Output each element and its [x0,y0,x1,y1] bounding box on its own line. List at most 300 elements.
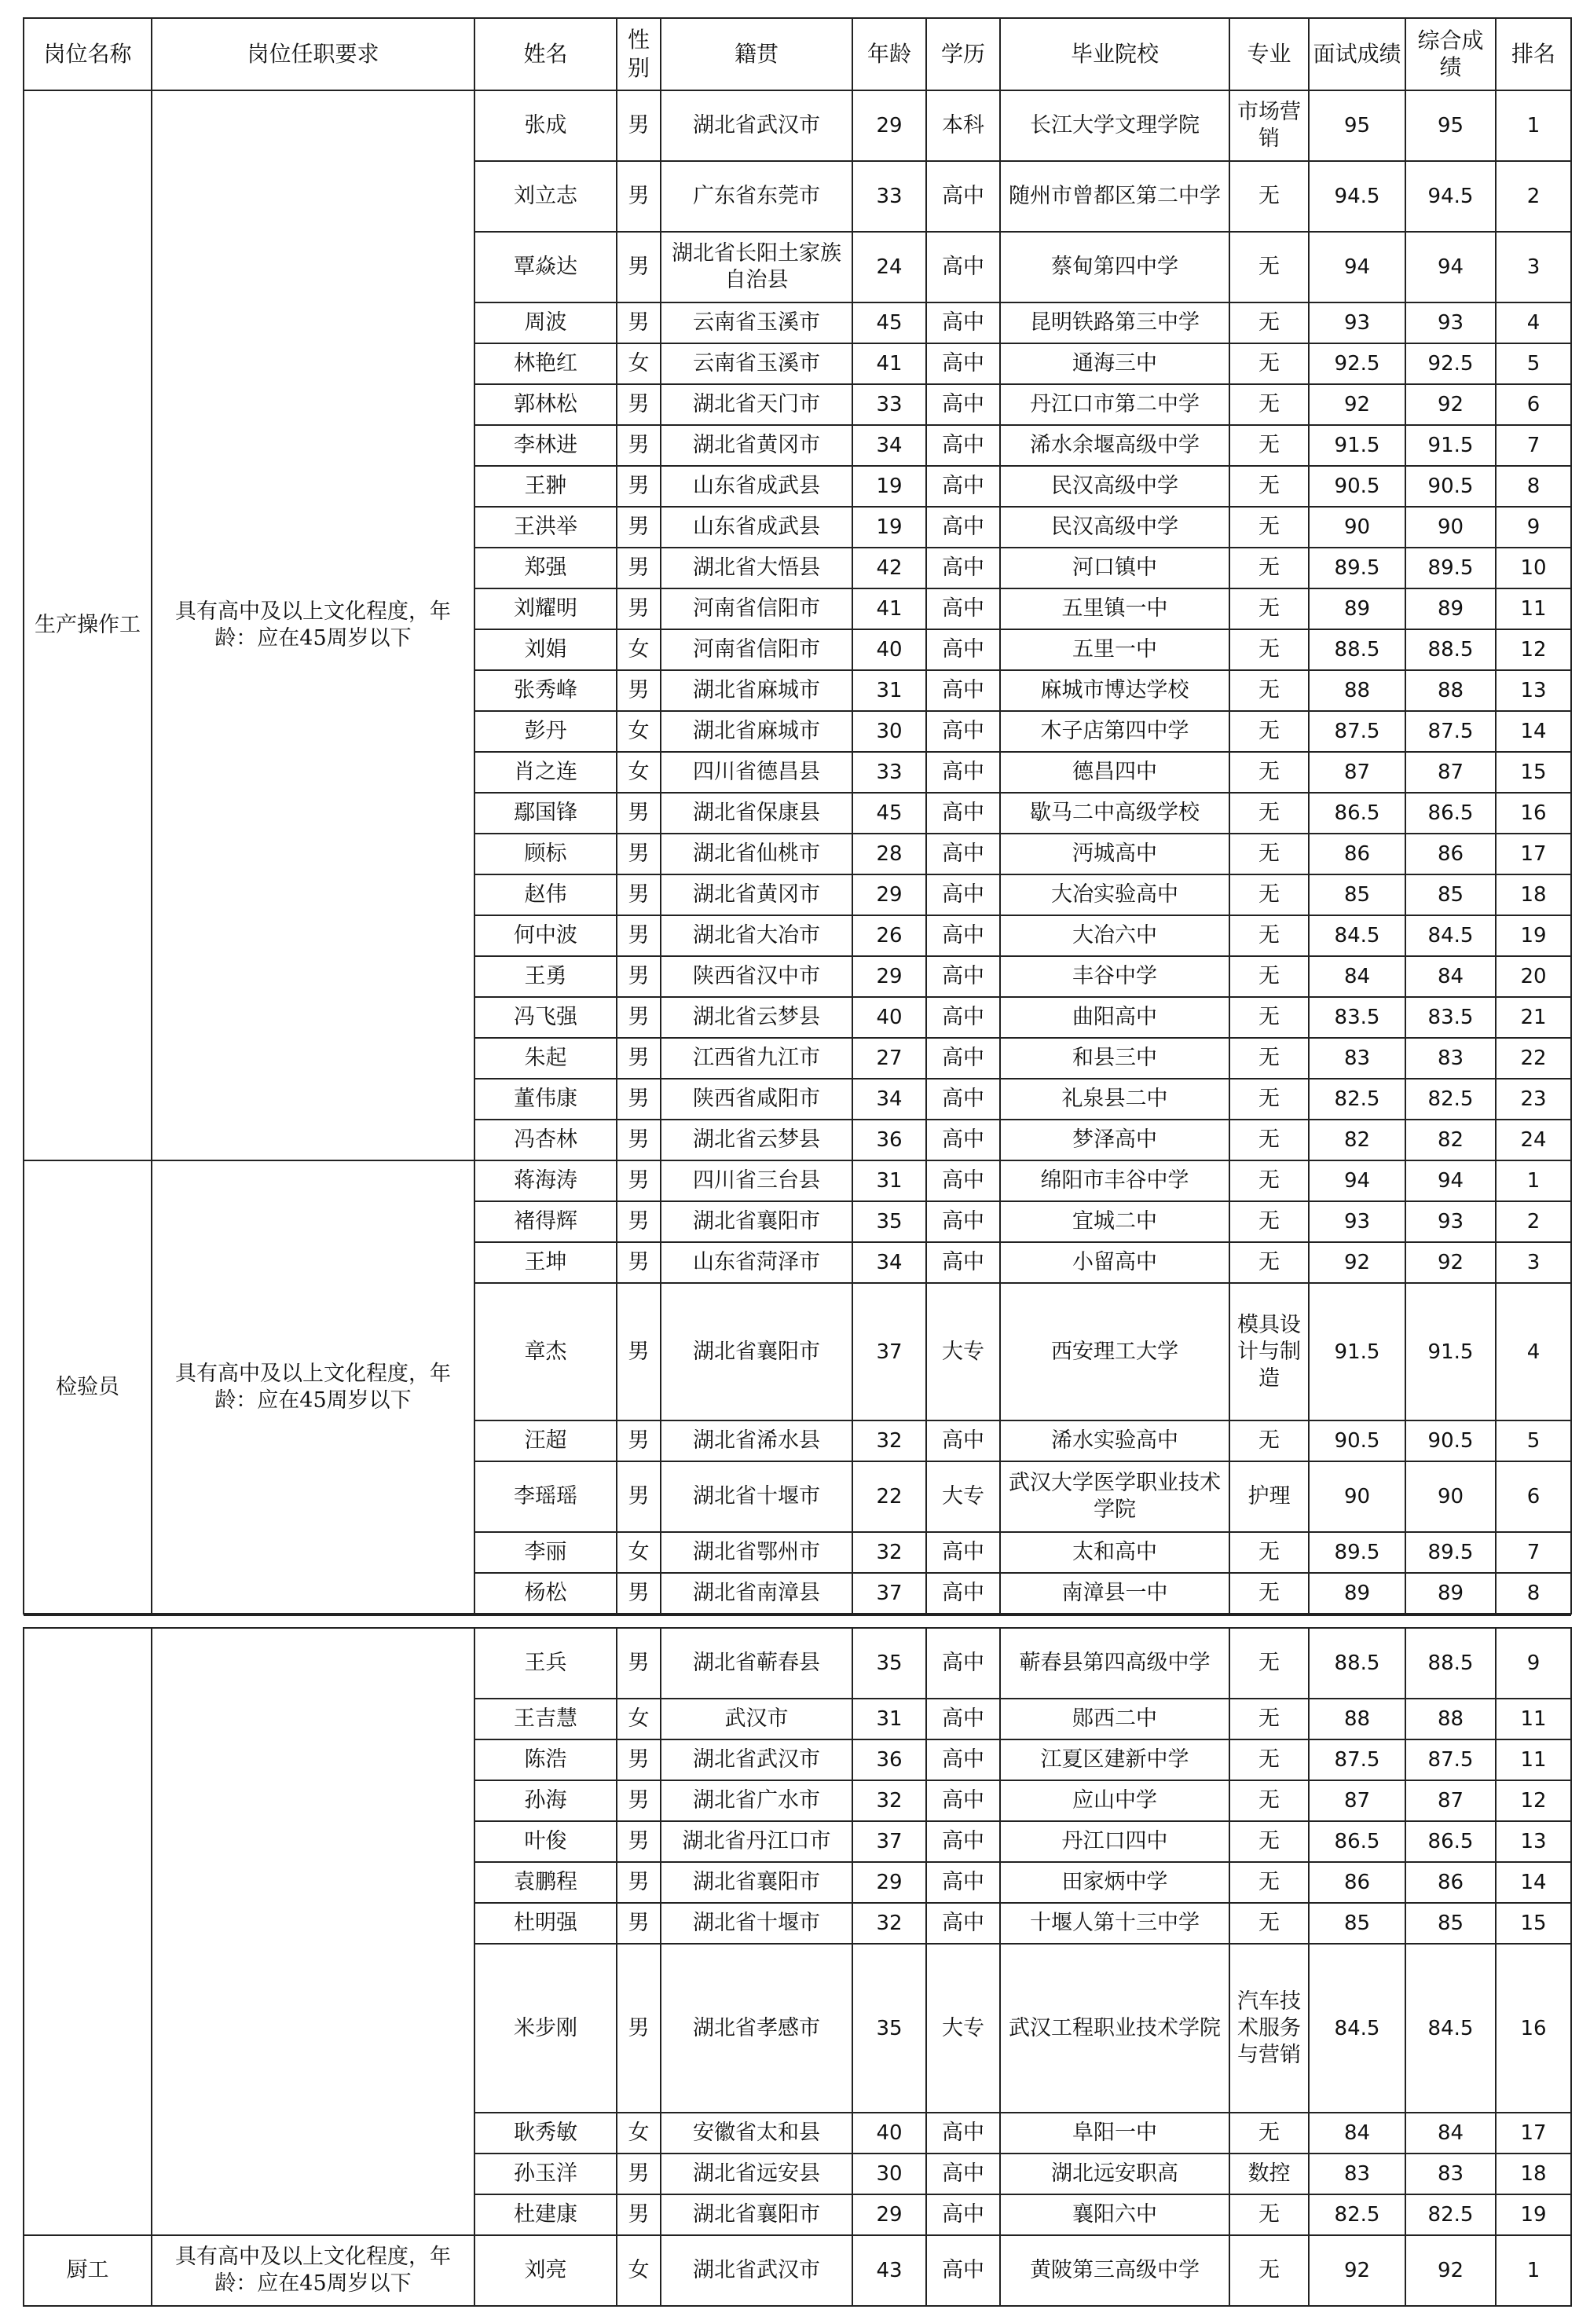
native-place-cell: 湖北省保康县 [661,793,852,834]
education-cell: 高中 [926,1780,1000,1821]
education-cell: 高中 [926,1739,1000,1780]
school-cell: 西安理工大学 [1000,1283,1229,1420]
interview-score-cell: 87.5 [1309,711,1405,752]
name-cell: 孙海 [474,1780,617,1821]
total-score-cell: 84.5 [1405,1944,1496,2113]
name-cell: 袁鹏程 [474,1862,617,1903]
requirement-cell [152,1628,474,2235]
education-cell: 高中 [926,629,1000,670]
gender-cell: 女 [617,1699,661,1739]
education-cell: 高中 [926,232,1000,302]
gender-cell: 女 [617,1532,661,1573]
age-cell: 31 [852,1699,926,1739]
major-cell: 无 [1229,1903,1309,1944]
native-place-cell: 陕西省咸阳市 [661,1079,852,1120]
major-cell: 无 [1229,548,1309,588]
name-cell: 朱起 [474,1038,617,1079]
name-cell: 李瑶瑶 [474,1461,617,1532]
gender-cell: 男 [617,997,661,1038]
total-score-cell: 90.5 [1405,466,1496,507]
major-cell: 无 [1229,1821,1309,1862]
name-cell: 杨松 [474,1573,617,1614]
school-cell: 阜阳一中 [1000,2113,1229,2154]
education-cell: 高中 [926,1120,1000,1160]
education-cell: 本科 [926,90,1000,161]
education-cell: 大专 [926,1944,1000,2113]
gender-cell: 男 [617,232,661,302]
major-cell: 无 [1229,793,1309,834]
gender-cell: 男 [617,1420,661,1461]
school-cell: 民汉高级中学 [1000,466,1229,507]
age-cell: 32 [852,1532,926,1573]
major-cell: 无 [1229,2194,1309,2235]
name-cell: 刘娟 [474,629,617,670]
rank-cell: 24 [1496,1120,1571,1160]
name-cell: 褚得辉 [474,1201,617,1242]
interview-score-cell: 90.5 [1309,1420,1405,1461]
name-cell: 蒋海涛 [474,1160,617,1201]
gender-cell: 男 [617,1038,661,1079]
gender-cell: 男 [617,1903,661,1944]
gender-cell: 男 [617,588,661,629]
major-cell: 无 [1229,302,1309,343]
age-cell: 19 [852,507,926,548]
gender-cell: 女 [617,2235,661,2306]
rank-cell: 15 [1496,1903,1571,1944]
major-cell: 模具设计与制造 [1229,1283,1309,1420]
rank-cell: 13 [1496,670,1571,711]
age-cell: 37 [852,1573,926,1614]
rank-cell: 8 [1496,466,1571,507]
age-cell: 34 [852,1242,926,1283]
school-cell: 应山中学 [1000,1780,1229,1821]
age-cell: 33 [852,752,926,793]
age-cell: 30 [852,711,926,752]
major-cell: 汽车技术服务与营销 [1229,1944,1309,2113]
school-cell: 十堰人第十三中学 [1000,1903,1229,1944]
interview-score-cell: 93 [1309,302,1405,343]
gender-cell: 男 [617,1862,661,1903]
education-cell: 高中 [926,834,1000,874]
total-score-cell: 83 [1405,2154,1496,2194]
native-place-cell: 湖北省大冶市 [661,915,852,956]
interview-score-cell: 85 [1309,874,1405,915]
interview-score-cell: 94 [1309,1160,1405,1201]
major-cell: 市场营销 [1229,90,1309,161]
name-cell: 王洪举 [474,507,617,548]
education-cell: 高中 [926,384,1000,425]
total-score-cell: 94 [1405,232,1496,302]
gender-cell: 男 [617,834,661,874]
total-score-cell: 94.5 [1405,161,1496,232]
rank-cell: 4 [1496,302,1571,343]
native-place-cell: 湖北省丹江口市 [661,1821,852,1862]
name-cell: 董伟康 [474,1079,617,1120]
gender-cell: 女 [617,343,661,384]
education-cell: 高中 [926,302,1000,343]
education-cell: 高中 [926,2113,1000,2154]
rank-cell: 9 [1496,507,1571,548]
position-cell: 检验员 [24,1160,152,1614]
rank-cell: 6 [1496,384,1571,425]
total-score-cell: 92 [1405,2235,1496,2306]
rank-cell: 3 [1496,1242,1571,1283]
total-score-cell: 86.5 [1405,793,1496,834]
school-cell: 民汉高级中学 [1000,507,1229,548]
rank-cell: 6 [1496,1461,1571,1532]
column-header: 岗位名称 [24,18,152,90]
school-cell: 丹江口市第二中学 [1000,384,1229,425]
total-score-cell: 88.5 [1405,1628,1496,1699]
gender-cell: 男 [617,302,661,343]
total-score-cell: 90.5 [1405,1420,1496,1461]
education-cell: 高中 [926,1532,1000,1573]
rank-cell: 15 [1496,752,1571,793]
native-place-cell: 湖北省广水市 [661,1780,852,1821]
name-cell: 周波 [474,302,617,343]
education-cell: 高中 [926,507,1000,548]
interview-score-cell: 90 [1309,507,1405,548]
age-cell: 28 [852,834,926,874]
education-cell: 高中 [926,2154,1000,2194]
name-cell: 彭丹 [474,711,617,752]
name-cell: 刘亮 [474,2235,617,2306]
school-cell: 梦泽高中 [1000,1120,1229,1160]
interview-score-cell: 88.5 [1309,1628,1405,1699]
native-place-cell: 湖北省武汉市 [661,2235,852,2306]
interview-score-cell: 92.5 [1309,343,1405,384]
total-score-cell: 88 [1405,670,1496,711]
rank-cell: 18 [1496,2154,1571,2194]
school-cell: 郧西二中 [1000,1699,1229,1739]
interview-score-cell: 84.5 [1309,915,1405,956]
total-score-cell: 86 [1405,834,1496,874]
rank-cell: 12 [1496,629,1571,670]
interview-score-cell: 92 [1309,1242,1405,1283]
table-row [24,90,1571,161]
age-cell: 41 [852,343,926,384]
age-cell: 37 [852,1283,926,1420]
gender-cell: 男 [617,1780,661,1821]
rank-cell: 11 [1496,1699,1571,1739]
gender-cell: 男 [617,915,661,956]
gender-cell: 男 [617,1242,661,1283]
rank-cell: 12 [1496,1780,1571,1821]
rank-cell: 7 [1496,1532,1571,1573]
native-place-cell: 湖北省十堰市 [661,1461,852,1532]
native-place-cell: 湖北省十堰市 [661,1903,852,1944]
name-cell: 肖之连 [474,752,617,793]
name-cell: 鄢国锋 [474,793,617,834]
gender-cell: 男 [617,1628,661,1699]
rank-cell: 5 [1496,343,1571,384]
education-cell: 高中 [926,1242,1000,1283]
name-cell: 林艳红 [474,343,617,384]
education-cell: 高中 [926,1628,1000,1699]
native-place-cell: 湖北省襄阳市 [661,1201,852,1242]
major-cell: 无 [1229,507,1309,548]
name-cell: 王勇 [474,956,617,997]
major-cell: 无 [1229,670,1309,711]
gender-cell: 女 [617,2113,661,2154]
total-score-cell: 83 [1405,1038,1496,1079]
column-header: 籍贯 [661,18,852,90]
name-cell: 刘耀明 [474,588,617,629]
interview-score-cell: 94.5 [1309,161,1405,232]
position-cell: 厨工 [24,2235,152,2306]
name-cell: 叶俊 [474,1821,617,1862]
native-place-cell: 湖北省仙桃市 [661,834,852,874]
major-cell: 护理 [1229,1461,1309,1532]
gender-cell: 男 [617,1079,661,1120]
rank-cell: 4 [1496,1283,1571,1420]
rank-cell: 14 [1496,711,1571,752]
native-place-cell: 湖北省浠水县 [661,1420,852,1461]
native-place-cell: 江西省九江市 [661,1038,852,1079]
gender-cell: 男 [617,161,661,232]
requirement-cell: 具有高中及以上文化程度，年龄：应在45周岁以下 [152,90,474,1160]
total-score-cell: 84 [1405,956,1496,997]
position-cell [24,1628,152,2235]
column-header: 年龄 [852,18,926,90]
education-cell: 高中 [926,2194,1000,2235]
major-cell: 无 [1229,629,1309,670]
education-cell: 高中 [926,343,1000,384]
age-cell: 45 [852,793,926,834]
education-cell: 高中 [926,1699,1000,1739]
total-score-cell: 90 [1405,1461,1496,1532]
native-place-cell: 湖北省南漳县 [661,1573,852,1614]
rank-cell: 14 [1496,1862,1571,1903]
major-cell: 无 [1229,997,1309,1038]
native-place-cell: 湖北省襄阳市 [661,1862,852,1903]
major-cell: 无 [1229,752,1309,793]
age-cell: 19 [852,466,926,507]
native-place-cell: 云南省玉溪市 [661,343,852,384]
interview-score-cell: 87 [1309,1780,1405,1821]
interview-score-cell: 95 [1309,90,1405,161]
education-cell: 大专 [926,1283,1000,1420]
rank-cell: 2 [1496,161,1571,232]
rank-cell: 16 [1496,793,1571,834]
column-header: 排名 [1496,18,1571,90]
native-place-cell: 山东省菏泽市 [661,1242,852,1283]
age-cell: 29 [852,874,926,915]
interview-score-cell: 88 [1309,670,1405,711]
total-score-cell: 84 [1405,2113,1496,2154]
school-cell: 小留高中 [1000,1242,1229,1283]
rank-cell: 1 [1496,1160,1571,1201]
native-place-cell: 河南省信阳市 [661,588,852,629]
total-score-cell: 91.5 [1405,1283,1496,1420]
major-cell: 无 [1229,1628,1309,1699]
total-score-cell: 91.5 [1405,425,1496,466]
gender-cell: 女 [617,711,661,752]
total-score-cell: 85 [1405,1903,1496,1944]
interview-score-cell: 84 [1309,2113,1405,2154]
total-score-cell: 87.5 [1405,1739,1496,1780]
column-header: 岗位任职要求 [152,18,474,90]
major-cell: 无 [1229,1420,1309,1461]
gender-cell: 女 [617,629,661,670]
gender-cell: 男 [617,1201,661,1242]
age-cell: 33 [852,384,926,425]
school-cell: 浠水实验高中 [1000,1420,1229,1461]
total-score-cell: 90 [1405,507,1496,548]
age-cell: 40 [852,629,926,670]
age-cell: 31 [852,1160,926,1201]
school-cell: 五里镇一中 [1000,588,1229,629]
major-cell: 无 [1229,1699,1309,1739]
gender-cell: 男 [617,548,661,588]
age-cell: 36 [852,1120,926,1160]
total-score-cell: 87.5 [1405,711,1496,752]
native-place-cell: 湖北省长阳土家族自治县 [661,232,852,302]
interview-score-cell: 83 [1309,2154,1405,2194]
age-cell: 24 [852,232,926,302]
native-place-cell: 安徽省太和县 [661,2113,852,2154]
major-cell: 无 [1229,1739,1309,1780]
major-cell: 无 [1229,915,1309,956]
gender-cell: 男 [617,2194,661,2235]
education-cell: 高中 [926,1160,1000,1201]
age-cell: 26 [852,915,926,956]
age-cell: 22 [852,1461,926,1532]
education-cell: 高中 [926,711,1000,752]
gender-cell: 男 [617,793,661,834]
school-cell: 武汉工程职业技术学院 [1000,1944,1229,2113]
age-cell: 35 [852,1201,926,1242]
interview-score-cell: 83 [1309,1038,1405,1079]
table-row [24,2235,1571,2306]
rank-cell: 10 [1496,548,1571,588]
total-score-cell: 89.5 [1405,1532,1496,1573]
interview-score-cell: 86.5 [1309,1821,1405,1862]
column-header: 性别 [617,18,661,90]
age-cell: 40 [852,2113,926,2154]
school-cell: 大冶六中 [1000,915,1229,956]
age-cell: 32 [852,1780,926,1821]
interview-score-cell: 86 [1309,834,1405,874]
total-score-cell: 82.5 [1405,2194,1496,2235]
age-cell: 27 [852,1038,926,1079]
gender-cell: 女 [617,752,661,793]
name-cell: 覃焱达 [474,232,617,302]
rank-cell: 8 [1496,1573,1571,1614]
name-cell: 孙玉洋 [474,2154,617,2194]
interview-score-cell: 90 [1309,1461,1405,1532]
header-row [24,18,1571,90]
age-cell: 37 [852,1821,926,1862]
major-cell: 无 [1229,161,1309,232]
interview-score-cell: 85 [1309,1903,1405,1944]
interview-score-cell: 87.5 [1309,1739,1405,1780]
interview-score-cell: 86.5 [1309,793,1405,834]
school-cell: 歇马二中高级学校 [1000,793,1229,834]
school-cell: 木子店第四中学 [1000,711,1229,752]
total-score-cell: 95 [1405,90,1496,161]
rank-cell: 7 [1496,425,1571,466]
major-cell: 无 [1229,2235,1309,2306]
education-cell: 高中 [926,466,1000,507]
interview-score-cell: 90.5 [1309,466,1405,507]
major-cell: 无 [1229,343,1309,384]
rank-cell: 19 [1496,2194,1571,2235]
name-cell: 王吉慧 [474,1699,617,1739]
rank-cell: 17 [1496,834,1571,874]
education-cell: 高中 [926,1038,1000,1079]
age-cell: 34 [852,425,926,466]
age-cell: 35 [852,1628,926,1699]
education-cell: 高中 [926,1573,1000,1614]
gender-cell: 男 [617,1120,661,1160]
name-cell: 何中波 [474,915,617,956]
score-sheet [23,17,1570,2307]
age-cell: 35 [852,1944,926,2113]
column-header: 专业 [1229,18,1309,90]
major-cell: 无 [1229,1532,1309,1573]
interview-score-cell: 87 [1309,752,1405,793]
rank-cell: 3 [1496,232,1571,302]
major-cell: 无 [1229,232,1309,302]
age-cell: 34 [852,1079,926,1120]
interview-score-cell: 91.5 [1309,425,1405,466]
gender-cell: 男 [617,1739,661,1780]
interview-score-cell: 88.5 [1309,629,1405,670]
school-cell: 和县三中 [1000,1038,1229,1079]
interview-score-cell: 94 [1309,232,1405,302]
native-place-cell: 湖北省云梦县 [661,1120,852,1160]
total-score-cell: 86 [1405,1862,1496,1903]
school-cell: 湖北远安职高 [1000,2154,1229,2194]
age-cell: 41 [852,588,926,629]
interview-score-cell: 82 [1309,1120,1405,1160]
interview-score-cell: 83.5 [1309,997,1405,1038]
total-score-cell: 92 [1405,1242,1496,1283]
education-cell: 高中 [926,1420,1000,1461]
table-row [24,1628,1571,1699]
rank-cell: 1 [1496,90,1571,161]
native-place-cell: 山东省成武县 [661,466,852,507]
total-score-cell: 83.5 [1405,997,1496,1038]
major-cell: 无 [1229,588,1309,629]
education-cell: 高中 [926,915,1000,956]
native-place-cell: 湖北省黄冈市 [661,874,852,915]
total-score-cell: 89.5 [1405,548,1496,588]
major-cell: 无 [1229,956,1309,997]
gender-cell: 男 [617,507,661,548]
native-place-cell: 湖北省武汉市 [661,90,852,161]
total-score-cell: 82 [1405,1120,1496,1160]
interview-score-cell: 82.5 [1309,1079,1405,1120]
name-cell: 王坤 [474,1242,617,1283]
name-cell: 陈浩 [474,1739,617,1780]
gender-cell: 男 [617,956,661,997]
education-cell: 高中 [926,161,1000,232]
education-cell: 高中 [926,425,1000,466]
total-score-cell: 94 [1405,1160,1496,1201]
major-cell: 无 [1229,711,1309,752]
gender-cell: 男 [617,1944,661,2113]
name-cell: 顾标 [474,834,617,874]
school-cell: 昆明铁路第三中学 [1000,302,1229,343]
native-place-cell: 四川省三台县 [661,1160,852,1201]
gender-cell: 男 [617,1160,661,1201]
education-cell: 高中 [926,1903,1000,1944]
rank-cell: 19 [1496,915,1571,956]
name-cell: 张秀峰 [474,670,617,711]
age-cell: 29 [852,1862,926,1903]
